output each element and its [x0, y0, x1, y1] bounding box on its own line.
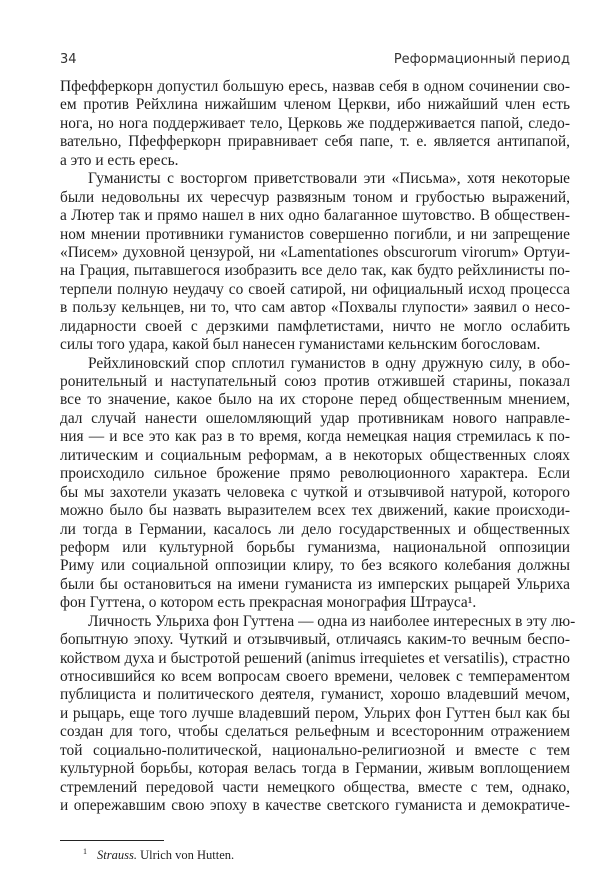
- text-line: бопытную эпоху. Чуткий и отзывчивый, отличаясь каким-то вечным беспо-: [60, 631, 570, 649]
- text-line: и опережавшим свою эпоху в качестве светского гуманиста и демократиче-: [60, 797, 570, 815]
- text-line: дал случай нанести ошеломляющий удар противникам нового направле-: [60, 409, 570, 427]
- text-line: публициста и политического деятеля, гуманист, хорошо владевший мечом,: [60, 686, 570, 704]
- running-header: [60, 52, 570, 72]
- paragraph: [60, 78, 570, 170]
- text-line: вательно, Пфефферкорн приравнивает себя папе, т. е. является антипапой,: [60, 133, 570, 151]
- text-line: стремлений передовой части немецкого общества, вместе с тем, однако,: [60, 778, 570, 796]
- text-line: можно было бы назвать выразителем всех тех движений, какие происходи-: [60, 502, 570, 520]
- text-line: койством духа и быстротой решений (animus irrequietes et versatilis), страстно: [60, 649, 570, 667]
- text-line: нога, но нога поддерживает тело, Церковь же поддерживается папой, следо-: [60, 114, 570, 132]
- text-line: силы того удара, какой был нанесен гуманистами кельнским богословам.: [60, 336, 541, 354]
- text-line: лидарности своей с дерзкими памфлетистами, ничто не могло ослабить: [60, 317, 570, 335]
- text-line: фон Гуттена, о котором есть прекрасная монография Штрауса¹.: [60, 594, 477, 612]
- page-number: 34: [60, 52, 77, 67]
- text-line: Рейхлиновский спор сплотил гуманистов в одну дружную силу, в обо-: [88, 354, 570, 372]
- text-line: а это и есть ересь.: [60, 151, 179, 169]
- footnote-marker: 1: [83, 847, 87, 856]
- running-title: Реформационный период: [393, 52, 570, 67]
- text-line: терпели полную неудачу со своей сатирой, ни официальный исход процесса: [60, 280, 570, 298]
- paragraph: [60, 170, 570, 354]
- text-line: а Лютер так и прямо нашел в них одно балаганное шутовство. В обществен-: [60, 207, 570, 225]
- text-line: культурной борьбы, которая велась тогда в Германии, живым воплощением: [60, 760, 570, 778]
- footnote-title: Ulrich von Hutten.: [140, 848, 235, 863]
- text-line: относившийся ко всем вопросам своего времени, человек с темпераментом: [60, 668, 570, 685]
- paragraph: [60, 355, 570, 613]
- paragraph: [60, 612, 576, 816]
- body-text: [60, 78, 576, 816]
- text-line: в пользу кельнцев, ни то, что сам автор «Похвалы глупости» заявил о несо-: [60, 299, 570, 317]
- text-line: все то значение, какое было на их стороне перед общественным мнением,: [60, 391, 570, 409]
- text-line: ронительный и наступательный союз против отжившей старины, показал: [60, 373, 570, 390]
- text-line: бы мы захотели указать человека с чуткой и отзывчивой натурой, которого: [60, 483, 570, 501]
- text-line: «Писем» духовной цензурой, ни «Lamentationes obscurorum virorum» Ортуи-: [60, 243, 570, 261]
- text-line: были бы остановиться на имени гуманиста из имперских рыцарей Ульриха: [60, 575, 570, 593]
- text-line: и рыцарь, еще того лучше владевший пером, Ульрих фон Гуттен был как бы: [60, 704, 570, 722]
- text-line: ем против Рейхлина нижайшим членом Церкви, ибо нижайший член есть: [60, 96, 570, 114]
- text-line: были недовольны их чересчур развязным тоном и грубостью выражений,: [60, 188, 570, 206]
- text-line: создан для того, чтобы сделаться рельефным и всесторонним отражением: [60, 723, 570, 741]
- text-line: на Грация, пытавшегося изобразить все дело так, как будто рейхлинисты по-: [60, 262, 570, 280]
- footnote-divider: [60, 840, 164, 841]
- footnote-author: Strauss.: [97, 848, 137, 863]
- text-line: Риму или социальной оппозиции клиру, то без всякого колебания должны: [60, 557, 570, 575]
- text-line: Пфефферкорн допустил большую ересь, назвав себя в одном сочинении сво-: [60, 78, 570, 95]
- text-line: ния — и все это как раз в то время, когда немецкая нация стремилась к по-: [60, 428, 570, 446]
- text-line: литическим и социальным реформам, а в некоторых общественных слоях: [60, 446, 570, 464]
- text-line: Личность Ульриха фон Гуттена — одна из наиболее интересных в эту лю-: [88, 612, 576, 630]
- text-line: реформ или культурной борьбы гуманизма, национальной оппозиции: [60, 538, 570, 556]
- text-line: ном мнении противники гуманистов совершенно погибли, и ни запрещение: [60, 225, 570, 243]
- text-line: происходило сильное брожение прямо революционного характера. Если: [60, 465, 570, 483]
- text-line: Гуманисты с восторгом приветствовали эти «Письма», хотя некоторые: [88, 170, 570, 188]
- text-line: ли тогда в Германии, касалось ли дело государственных и общественных: [60, 520, 570, 538]
- footnote: [83, 847, 234, 863]
- text-line: той социально-политической, национально-религиозной и вместе с тем: [60, 741, 570, 759]
